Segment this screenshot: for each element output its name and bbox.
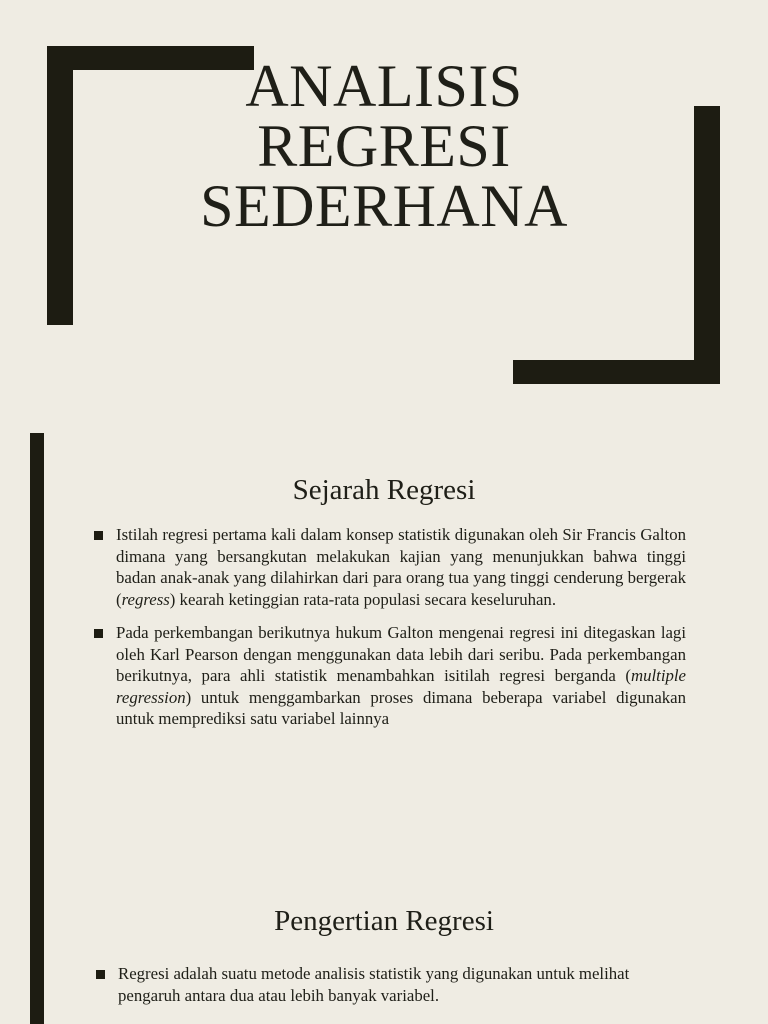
- bullet-text: ) kearah ketinggian rata-rata populasi secara keseluruhan.: [169, 589, 557, 609]
- title-line-2: REGRESI: [257, 113, 511, 179]
- presentation-title: [150, 53, 618, 239]
- slide-left-accent-bar: [30, 433, 44, 865]
- frame-bottom-right-vertical: [694, 106, 720, 384]
- slide-left-accent-bar: [30, 865, 44, 1024]
- title-slide: [0, 0, 768, 420]
- square-bullet-icon: [96, 970, 105, 979]
- list-item: [92, 524, 686, 610]
- slide-heading: Pengertian Regresi: [274, 905, 494, 937]
- bullet-italic-term: regress: [121, 589, 170, 609]
- slide-heading: Sejarah Regresi: [292, 474, 476, 506]
- bullet-list: [92, 524, 686, 742]
- definition-slide: [0, 865, 768, 1024]
- title-line-3: SEDERHANA: [200, 173, 568, 239]
- bullet-text: ) untuk menggambarkan proses dimana beberapa variabel digunakan untuk memprediksi satu variabel lainnya: [116, 687, 686, 728]
- bullet-list: [94, 963, 688, 1018]
- frame-bottom-right-horizontal: [513, 360, 720, 384]
- square-bullet-icon: [94, 629, 103, 638]
- bullet-text: Regresi adalah suatu metode analisis statistik yang digunakan untuk melihat pengaruh antara dua atau lebih banyak variabel.: [118, 964, 630, 1005]
- bullet-text: Pada perkembangan berikutnya hukum Galton mengenai regresi ini ditegaskan lagi oleh Karl Pearson dengan menggunakan data lebih dari seribu. Pada perkembangan berikutnya, para ahli statistik menambahkan isitilah regresi berganda (: [116, 623, 686, 685]
- title-line-1: ANALISIS: [245, 53, 523, 119]
- square-bullet-icon: [94, 531, 103, 540]
- bullet-text: Istilah regresi pertama kali dalam konsep statistik digunakan oleh Sir Francis Galton dimana yang bersangkutan melakukan kajian yang menunjukkan bahwa tinggi badan anak-anak yang dilahirkan dari para orang tua yang tinggi cenderung bergerak (: [116, 525, 686, 609]
- frame-top-left-vertical: [47, 46, 73, 325]
- list-item: [92, 622, 686, 730]
- bullet-italic-term: multiple regression: [116, 666, 686, 707]
- list-item: [94, 963, 688, 1006]
- history-slide: [0, 420, 768, 865]
